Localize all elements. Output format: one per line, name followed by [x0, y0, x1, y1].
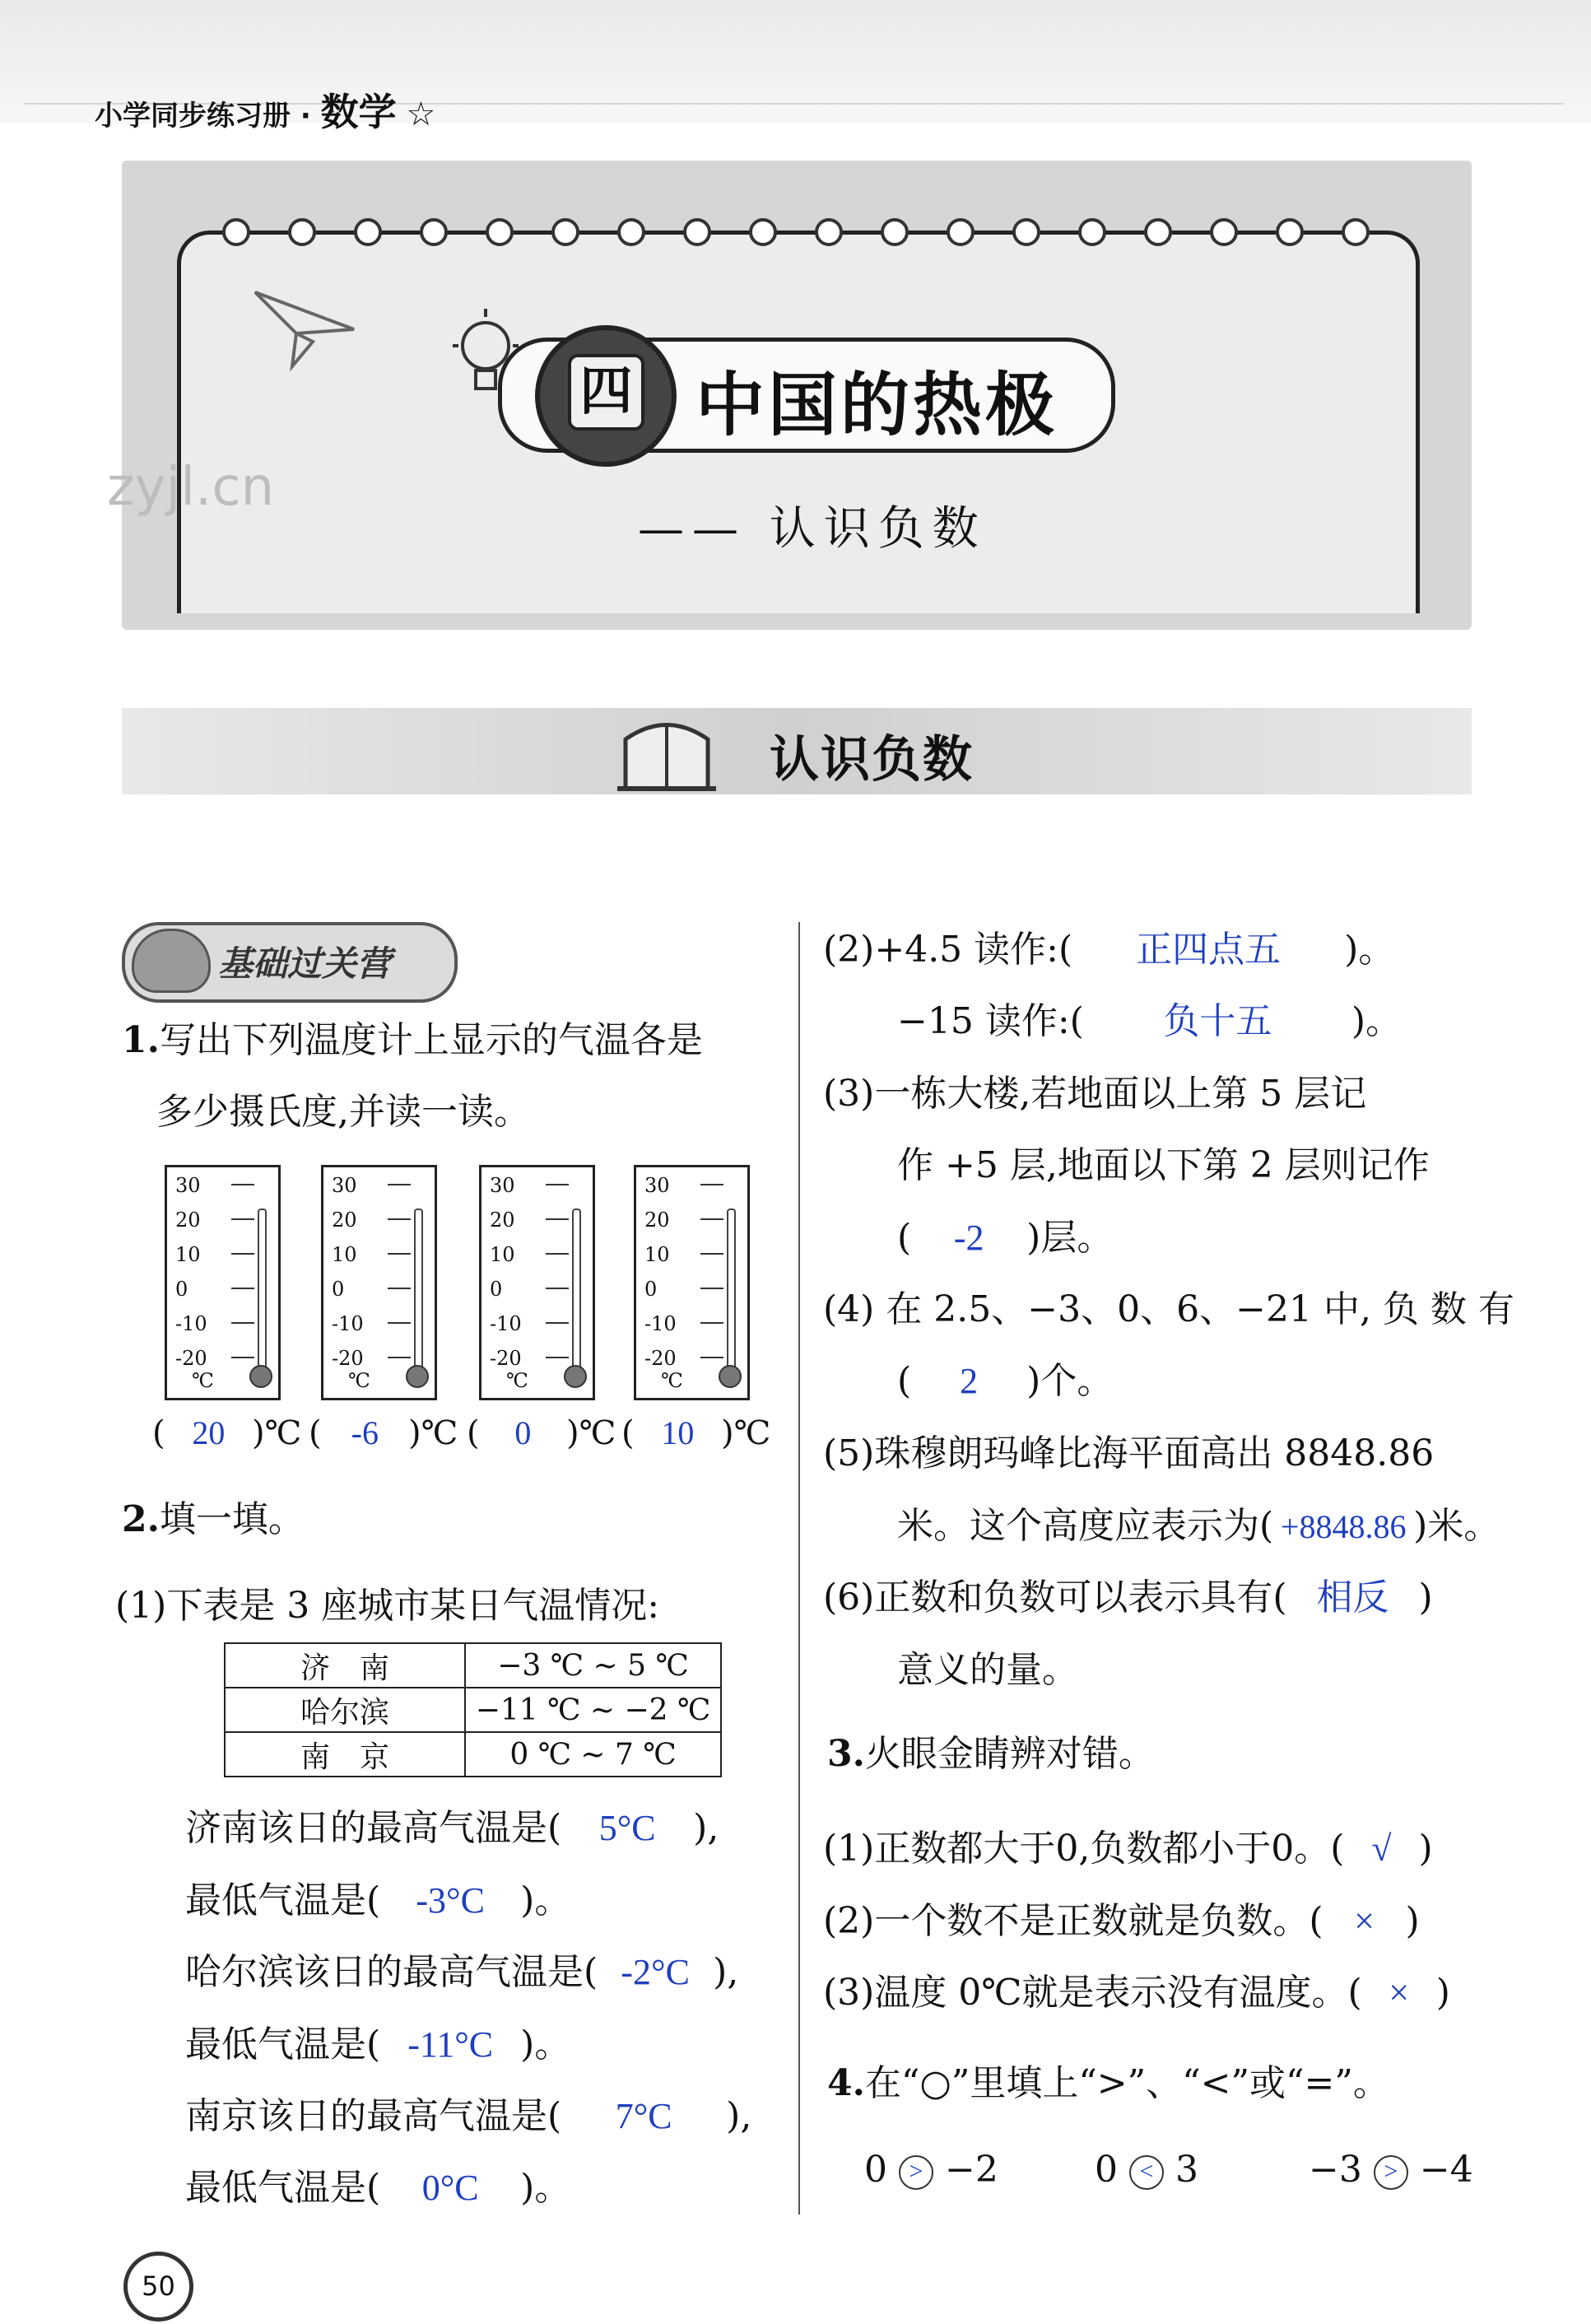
q3-item-2: (2)一个数不是正数就是负数。( × )	[823, 1900, 1420, 1942]
q2-p6b: 意义的量。	[897, 1649, 1078, 1691]
unit-label: ℃	[661, 1369, 683, 1392]
thermometer-answer-row: ( -6 )℃	[309, 1414, 458, 1452]
thermometer	[165, 1165, 281, 1400]
q3-number: 3.	[827, 1733, 865, 1775]
q2-p1-intro: (1)下表是 3 座城市某日气温情况:	[115, 1585, 660, 1627]
unit-label: ℃	[192, 1369, 214, 1392]
notebook-ring	[815, 218, 843, 246]
scale-tick	[546, 1288, 569, 1289]
scale-label: 10	[332, 1243, 357, 1266]
subject-title: 数学	[320, 90, 397, 134]
answer: ×	[1354, 1901, 1375, 1941]
notebook-ring	[1276, 218, 1304, 246]
notebook-ring	[617, 218, 645, 246]
q2-p4b-row: ( 2 )个。	[897, 1360, 1114, 1402]
answer: +8848.86	[1280, 1508, 1407, 1545]
jinan-low-row: 最低气温是( -3°C )。	[185, 1879, 571, 1921]
q4-title-row	[827, 2062, 1389, 2106]
q3-title: 火眼金睛辨对错。	[864, 1733, 1155, 1775]
city-temperature-table	[224, 1642, 722, 1777]
q1-number: 1.	[122, 1019, 160, 1061]
q2-p5b-row: 米。这个高度应表示为( +8848.86 )米。	[897, 1505, 1500, 1547]
q1-line1	[122, 1019, 703, 1063]
notebook-ring	[1078, 218, 1106, 246]
scale-label: 0	[332, 1278, 345, 1301]
paper-plane-icon	[247, 284, 362, 375]
scale-tick	[388, 1322, 411, 1324]
unit-label: ℃	[506, 1369, 528, 1392]
thermometer-tube	[414, 1209, 423, 1376]
thermometer-bulb	[564, 1365, 587, 1388]
notebook-ring	[947, 218, 975, 246]
answer: 20	[192, 1414, 226, 1451]
scale-label: 10	[644, 1243, 670, 1266]
jinan-high-row: 济南该日的最高气温是( 5°C ),	[185, 1807, 719, 1849]
answer: -2	[953, 1218, 984, 1258]
scale-label: 10	[175, 1243, 201, 1266]
scale-tick	[700, 1218, 723, 1220]
notebook-ring	[486, 218, 514, 246]
scale-tick	[388, 1184, 411, 1185]
thermometer	[479, 1165, 595, 1400]
notebook-ring	[881, 218, 909, 246]
thermometer-tube	[727, 1209, 736, 1376]
answer: 相反	[1316, 1577, 1389, 1618]
notebook-ring	[1342, 218, 1370, 246]
scale-label: -20	[490, 1347, 522, 1370]
scale-tick	[546, 1253, 569, 1255]
thermometer-answer-row: ( 0 )℃	[467, 1414, 616, 1452]
thermometer	[634, 1165, 750, 1400]
q4-item-1: 0 > −2	[864, 2149, 998, 2191]
book-title: 小学同步练习册 ·	[95, 100, 311, 133]
q4-number: 4.	[827, 2062, 865, 2104]
q3-item-1: (1)正数都大于0,负数都小于0。( √ )	[823, 1828, 1433, 1870]
scale-label: 20	[175, 1209, 201, 1232]
compare-circle: >	[899, 2155, 933, 2190]
answer: 2	[960, 1361, 979, 1401]
watermark: zyjl.cn	[107, 457, 275, 518]
window-icon	[613, 715, 720, 793]
notebook-ring	[683, 218, 711, 246]
chapter-subtitle: —— 认识负数	[638, 502, 987, 556]
badge-text: 基础过关营	[218, 943, 392, 984]
scale-tick	[546, 1184, 569, 1185]
answer: √	[1371, 1828, 1392, 1869]
scale-tick	[546, 1218, 569, 1220]
notebook-ring	[420, 218, 448, 246]
thermometer-tube	[258, 1209, 267, 1376]
thermometer-bulb	[406, 1365, 429, 1388]
answer: -6	[351, 1414, 379, 1451]
q2-title-row	[122, 1498, 305, 1542]
scale-label: 10	[490, 1243, 515, 1266]
scale-tick	[546, 1357, 569, 1358]
notebook-ring	[288, 218, 316, 246]
table-row: 济 南 −3 ℃ ~ 5 ℃	[225, 1643, 721, 1688]
scale-label: 0	[175, 1278, 188, 1301]
table-row: 哈尔滨 −11 ℃ ~ −2 ℃	[225, 1688, 721, 1732]
column-divider	[798, 922, 800, 2215]
unit-label: ℃	[348, 1369, 370, 1392]
scale-label: 30	[332, 1174, 357, 1197]
scale-tick	[231, 1253, 254, 1255]
scale-tick	[231, 1357, 254, 1358]
q2-p5a: (5)珠穆朗玛峰比海平面高出 8848.86	[823, 1432, 1435, 1474]
answer: 正四点五	[1136, 929, 1282, 970]
scale-tick	[231, 1218, 254, 1220]
scale-tick	[388, 1218, 411, 1220]
notebook-ring	[1210, 218, 1238, 246]
q2-number: 2.	[122, 1498, 160, 1540]
scale-tick	[231, 1288, 254, 1289]
section-title: 认识负数	[770, 731, 974, 789]
scale-label: -10	[490, 1312, 522, 1335]
compare-circle: <	[1129, 2155, 1164, 2190]
q2-p4a: (4) 在 2.5、−3、0、6、−21 中, 负 数 有	[823, 1288, 1514, 1330]
scale-tick	[700, 1288, 723, 1289]
answer: -3°C	[416, 1880, 485, 1921]
q3-title-row	[827, 1733, 1155, 1777]
q2-p3c-row: ( -2 )层。	[897, 1217, 1114, 1259]
q1-line2: 多少摄氏度,并读一读。	[156, 1091, 530, 1133]
scale-label: -20	[644, 1347, 677, 1370]
scale-tick	[388, 1253, 411, 1255]
chapter-number: 四	[568, 354, 644, 431]
answer: 0°C	[421, 2168, 479, 2208]
table-row: 南 京 0 ℃ ~ 7 ℃	[225, 1732, 721, 1777]
chapter-title: 中国的热极	[695, 365, 1058, 445]
thermometer-bulb	[249, 1365, 272, 1388]
notebook-ring	[749, 218, 777, 246]
notebook-ring	[354, 218, 382, 246]
thermometer-answer-row: ( 20 )℃	[152, 1414, 302, 1452]
compare-circle: >	[1374, 2155, 1408, 2190]
scale-tick	[700, 1184, 723, 1185]
book-header	[95, 82, 435, 137]
scale-label: 30	[490, 1174, 515, 1197]
answer: 10	[661, 1414, 695, 1451]
scale-label: -20	[175, 1347, 207, 1370]
scale-label: 30	[175, 1174, 201, 1197]
thermometer-answer-row: ( 10 )℃	[621, 1414, 771, 1452]
nanjing-low-row: 最低气温是( 0°C )。	[185, 2167, 571, 2209]
notebook-ring	[222, 218, 250, 246]
scale-label: 0	[490, 1278, 503, 1301]
scale-tick	[700, 1253, 723, 1255]
thermometer	[321, 1165, 437, 1400]
q2-p2b-row: −15 读作:( 负十五 )。	[897, 1000, 1403, 1042]
scale-label: 20	[490, 1209, 515, 1232]
notebook-ring	[551, 218, 579, 246]
thermometer-tube	[572, 1209, 581, 1376]
frog-icon	[132, 929, 211, 993]
answer: 7°C	[615, 2096, 672, 2136]
scale-tick	[546, 1322, 569, 1324]
scale-label: -20	[332, 1347, 364, 1370]
scale-label: 20	[332, 1209, 357, 1232]
harbin-low-row: 最低气温是( -11°C )。	[185, 2024, 571, 2066]
q2-p6a-row: (6)正数和负数可以表示具有( 相反 )	[823, 1577, 1433, 1618]
q4-item-2: 0 < 3	[1095, 2149, 1198, 2191]
q4-item-3: −3 > −4	[1309, 2149, 1473, 2191]
thermometer-bulb	[719, 1365, 742, 1388]
q2-p3b: 作 +5 层,地面以下第 2 层则记作	[897, 1144, 1430, 1186]
q4-title: 在“○”里填上“>”、“<”或“=”。	[864, 2062, 1389, 2104]
q3-item-3: (3)温度 0℃就是表示没有温度。( × )	[823, 1972, 1450, 2014]
scale-label: -10	[175, 1312, 207, 1335]
star-icon: ☆	[406, 95, 436, 133]
q2-p2a-row: (2)+4.5 读作:( 正四点五 )。	[823, 929, 1395, 971]
scale-tick	[231, 1184, 254, 1185]
page-number: 50	[123, 2252, 193, 2322]
answer: 0	[514, 1414, 532, 1451]
answer: ×	[1389, 1972, 1410, 2013]
scale-label: 0	[644, 1278, 658, 1301]
notebook-ring	[1012, 218, 1040, 246]
scale-label: 20	[644, 1209, 670, 1232]
q1-text1: 写出下列温度计上显示的气温各是	[159, 1019, 703, 1061]
nanjing-high-row: 南京该日的最高气温是( 7°C ),	[185, 2095, 752, 2137]
scale-tick	[700, 1357, 723, 1358]
q2-title: 填一填。	[159, 1498, 305, 1540]
answer: 5°C	[598, 1808, 656, 1848]
scale-label: -10	[644, 1312, 677, 1335]
answer: -11°C	[407, 2024, 494, 2065]
answer: 负十五	[1163, 1001, 1272, 1041]
scale-tick	[388, 1288, 411, 1289]
scale-tick	[231, 1322, 254, 1324]
notebook-ring	[1144, 218, 1172, 246]
scale-tick	[388, 1357, 411, 1358]
scale-label: -10	[332, 1312, 364, 1335]
harbin-high-row: 哈尔滨该日的最高气温是( -2°C ),	[185, 1951, 739, 1993]
q2-p3a: (3)一栋大楼,若地面以上第 5 层记	[823, 1073, 1367, 1115]
answer: -2°C	[621, 1952, 690, 1992]
scale-label: 30	[644, 1174, 670, 1197]
scale-tick	[700, 1322, 723, 1324]
